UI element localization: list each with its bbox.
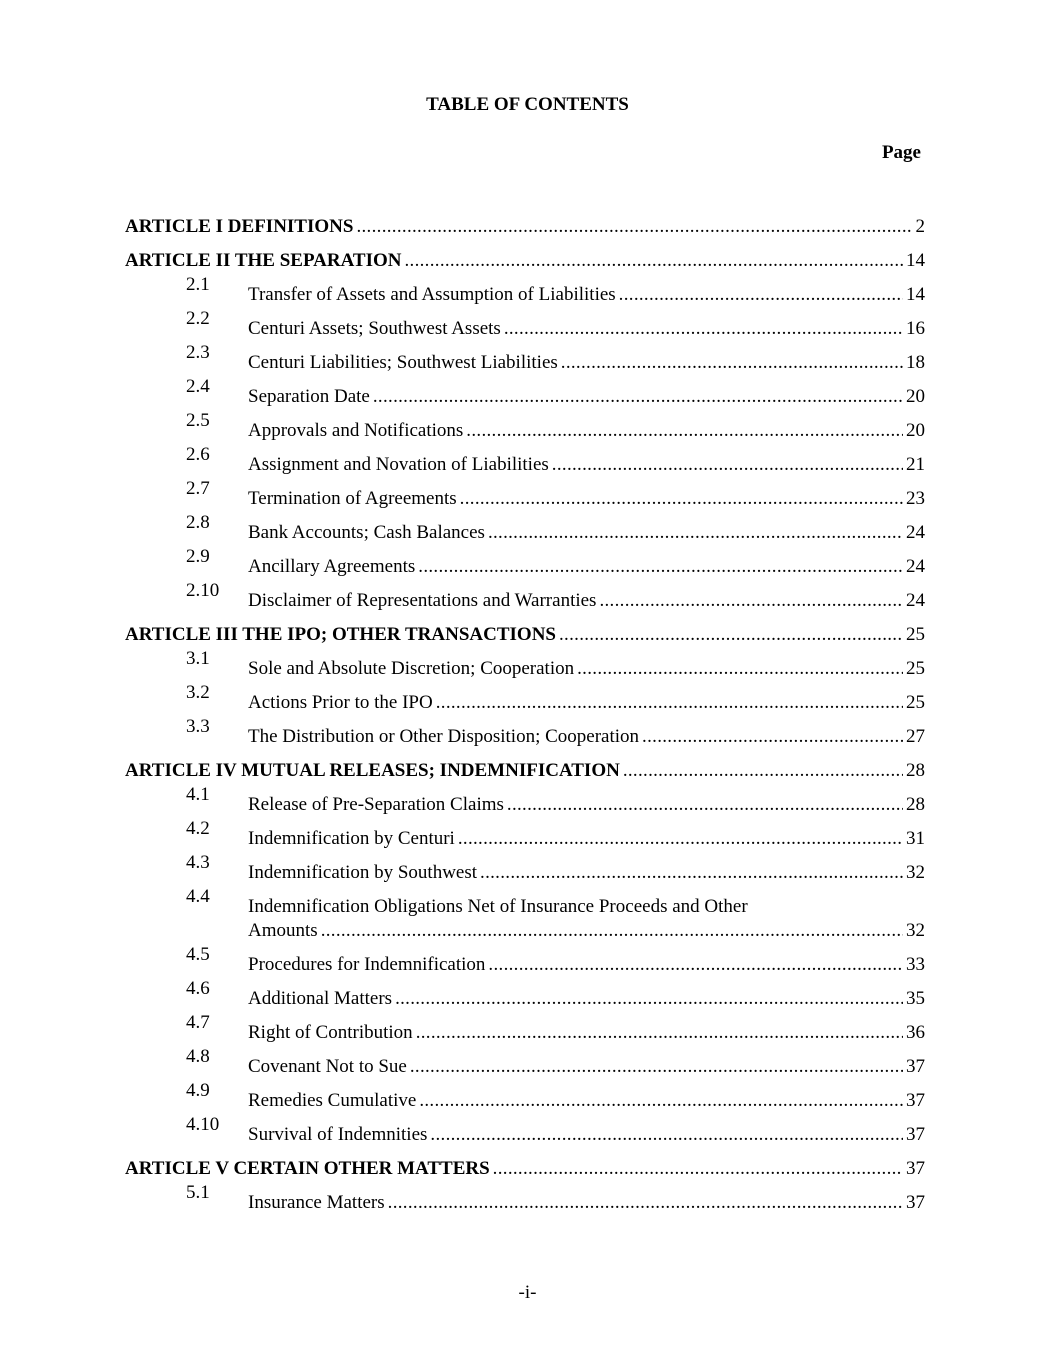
toc-entry-title: ARTICLE III THE IPO; OTHER TRANSACTIONS [125, 624, 556, 645]
toc-entry-number: 4.8 [186, 1046, 210, 1067]
toc-article-entry[interactable] [125, 239, 925, 273]
toc-section-entry[interactable] [125, 851, 925, 885]
dot-leader [619, 283, 903, 307]
toc-section-entry[interactable] [125, 1079, 925, 1113]
toc-section-entry[interactable] [125, 409, 925, 443]
toc-entry-title: Procedures for Indemnification [248, 954, 486, 975]
toc-section-entry[interactable] [125, 681, 925, 715]
toc-entry-page-number: 23 [906, 488, 925, 509]
toc-section-entry[interactable] [125, 783, 925, 817]
toc-section-entry[interactable] [125, 715, 925, 749]
toc-section-entry[interactable] [125, 579, 925, 613]
dot-leader [321, 919, 903, 943]
dot-leader [458, 827, 903, 851]
toc-entry-number: 2.5 [186, 410, 210, 431]
toc-entry-title: Survival of Indemnities [248, 1124, 428, 1145]
page-column-header: Page [881, 142, 921, 163]
dot-leader [507, 793, 903, 817]
toc-section-entry[interactable] [125, 545, 925, 579]
toc-entry-number: 4.4 [186, 886, 210, 907]
toc-entry-title: ARTICLE V CERTAIN OTHER MATTERS [125, 1158, 490, 1179]
dot-leader [460, 487, 903, 511]
dot-leader [356, 215, 912, 239]
toc-entry-page-number: 28 [906, 760, 925, 781]
toc-entry-page-number: 37 [906, 1158, 925, 1179]
toc-entry-page-number: 37 [906, 1090, 925, 1111]
toc-entry-number: 2.1 [186, 274, 210, 295]
toc-entry-page-number: 24 [906, 556, 925, 577]
dot-leader [430, 1123, 903, 1147]
toc-entry-page-number: 32 [906, 862, 925, 883]
toc-entry-title: Release of Pre-Separation Claims [248, 794, 504, 815]
toc-list [125, 205, 925, 1215]
toc-entry-number: 2.9 [186, 546, 210, 567]
toc-entry-title: Sole and Absolute Discretion; Cooperation [248, 658, 575, 679]
toc-entry-number: 4.7 [186, 1012, 210, 1033]
toc-entry-title: Actions Prior to the IPO [248, 692, 433, 713]
toc-entry-page-number: 35 [906, 988, 925, 1009]
toc-entry-title: Indemnification by Centuri [248, 828, 455, 849]
toc-entry-page-number: 33 [906, 954, 925, 975]
toc-entry-title-continued: Amounts [248, 920, 318, 941]
toc-article-entry[interactable] [125, 1147, 925, 1181]
dot-leader [623, 759, 903, 783]
toc-entry-page-number: 20 [906, 420, 925, 441]
toc-entry-page-number: 2 [915, 216, 925, 237]
toc-entry-title: ARTICLE I DEFINITIONS [125, 216, 354, 237]
toc-article-entry[interactable] [125, 613, 925, 647]
toc-entry-number: 3.1 [186, 648, 210, 669]
toc-entry-page-number: 16 [906, 318, 925, 339]
toc-entry-title: Separation Date [248, 386, 370, 407]
toc-entry-title: Approvals and Notifications [248, 420, 464, 441]
toc-section-entry[interactable] [125, 511, 925, 545]
toc-entry-title: Bank Accounts; Cash Balances [248, 522, 485, 543]
toc-entry-number: 4.2 [186, 818, 210, 839]
toc-entry-page-number: 25 [906, 692, 925, 713]
toc-section-entry[interactable] [125, 1181, 925, 1215]
toc-entry-number: 2.4 [186, 376, 210, 397]
toc-entry-page-number: 31 [906, 828, 925, 849]
toc-section-entry[interactable] [125, 817, 925, 851]
toc-entry-page-number: 32 [906, 920, 925, 941]
toc-section-entry[interactable] [125, 647, 925, 681]
toc-entry-number: 4.5 [186, 944, 210, 965]
dot-leader [395, 987, 903, 1011]
toc-entry-number: 3.2 [186, 682, 210, 703]
dot-leader [410, 1055, 903, 1079]
toc-entry-page-number: 25 [906, 624, 925, 645]
footer-page-number: -i- [518, 1282, 537, 1303]
toc-entry-page-number: 14 [906, 284, 925, 305]
toc-entry-number: 2.8 [186, 512, 210, 533]
dot-leader [480, 861, 903, 885]
toc-article-entry[interactable] [125, 205, 925, 239]
toc-section-entry[interactable] [125, 341, 925, 375]
toc-entry-page-number: 37 [906, 1192, 925, 1213]
toc-entry-page-number: 37 [906, 1124, 925, 1145]
toc-section-entry[interactable] [125, 443, 925, 477]
dot-leader [419, 1089, 903, 1113]
toc-entry-title: Disclaimer of Representations and Warranties [248, 590, 597, 611]
toc-entry-page-number: 14 [906, 250, 925, 271]
toc-entry-page-number: 18 [906, 352, 925, 373]
toc-section-entry[interactable] [125, 1011, 925, 1045]
dot-leader [552, 453, 903, 477]
toc-entry-number: 3.3 [186, 716, 210, 737]
toc-entry-title: Centuri Liabilities; Southwest Liabilities [248, 352, 558, 373]
toc-entry-number: 4.3 [186, 852, 210, 873]
toc-entry-page-number: 28 [906, 794, 925, 815]
dot-leader [418, 555, 903, 579]
toc-section-entry[interactable] [125, 375, 925, 409]
toc-entry-title: ARTICLE II THE SEPARATION [125, 250, 402, 271]
toc-entry-number: 2.2 [186, 308, 210, 329]
toc-entry-title: The Distribution or Other Disposition; Cooperation [248, 726, 640, 747]
toc-entry-title: Indemnification by Southwest [248, 862, 478, 883]
toc-entry-title: Assignment and Novation of Liabilities [248, 454, 549, 475]
toc-entry-page-number: 37 [906, 1056, 925, 1077]
toc-entry-number: 4.9 [186, 1080, 210, 1101]
toc-entry-page-number: 36 [906, 1022, 925, 1043]
toc-section-entry[interactable] [125, 477, 925, 511]
document-title: TABLE OF CONTENTS [426, 94, 629, 115]
toc-section-entry[interactable] [125, 1113, 925, 1147]
toc-section-entry[interactable] [125, 885, 925, 943]
toc-entry-title: Ancillary Agreements [248, 556, 416, 577]
toc-entry-title: Centuri Assets; Southwest Assets [248, 318, 501, 339]
dot-leader [404, 249, 903, 273]
toc-entry-title: Transfer of Assets and Assumption of Liabilities [248, 284, 616, 305]
toc-entry-page-number: 24 [906, 590, 925, 611]
dot-leader [466, 419, 903, 443]
toc-section-entry[interactable] [125, 977, 925, 1011]
toc-entry-title: Termination of Agreements [248, 488, 457, 509]
toc-entry-title: Additional Matters [248, 988, 393, 1009]
toc-entry-number: 2.10 [186, 580, 220, 601]
dot-leader [488, 953, 903, 977]
toc-entry-number: 5.1 [186, 1182, 210, 1203]
toc-entry-title: Right of Contribution [248, 1022, 413, 1043]
toc-entry-number: 4.1 [186, 784, 210, 805]
toc-entry-page-number: 27 [906, 726, 925, 747]
toc-section-entry[interactable] [125, 943, 925, 977]
dot-leader [561, 351, 903, 375]
dot-leader [577, 657, 903, 681]
toc-entry-title: Indemnification Obligations Net of Insurance Proceeds and Other [248, 896, 748, 917]
dot-leader [388, 1191, 903, 1215]
toc-entry-page-number: 24 [906, 522, 925, 543]
toc-entry-number: 4.6 [186, 978, 210, 999]
dot-leader [373, 385, 903, 409]
toc-entry-title: Covenant Not to Sue [248, 1056, 407, 1077]
toc-entry-page-number: 21 [906, 454, 925, 475]
toc-entry-page-number: 20 [906, 386, 925, 407]
dot-leader [416, 1021, 903, 1045]
toc-entry-number: 2.6 [186, 444, 210, 465]
dot-leader [488, 521, 903, 545]
toc-entry-page-number: 25 [906, 658, 925, 679]
toc-section-entry[interactable] [125, 307, 925, 341]
dot-leader [559, 623, 903, 647]
toc-section-entry[interactable] [125, 273, 925, 307]
toc-article-entry[interactable] [125, 749, 925, 783]
toc-section-entry[interactable] [125, 1045, 925, 1079]
dot-leader [599, 589, 903, 613]
toc-entry-title: Remedies Cumulative [248, 1090, 417, 1111]
dot-leader [504, 317, 903, 341]
dot-leader [493, 1157, 903, 1181]
dot-leader [642, 725, 903, 749]
toc-entry-number: 4.10 [186, 1114, 220, 1135]
toc-entry-number: 2.7 [186, 478, 210, 499]
toc-entry-title: Insurance Matters [248, 1192, 385, 1213]
toc-entry-number: 2.3 [186, 342, 210, 363]
dot-leader [436, 691, 903, 715]
toc-entry-title: ARTICLE IV MUTUAL RELEASES; INDEMNIFICATION [125, 760, 620, 781]
